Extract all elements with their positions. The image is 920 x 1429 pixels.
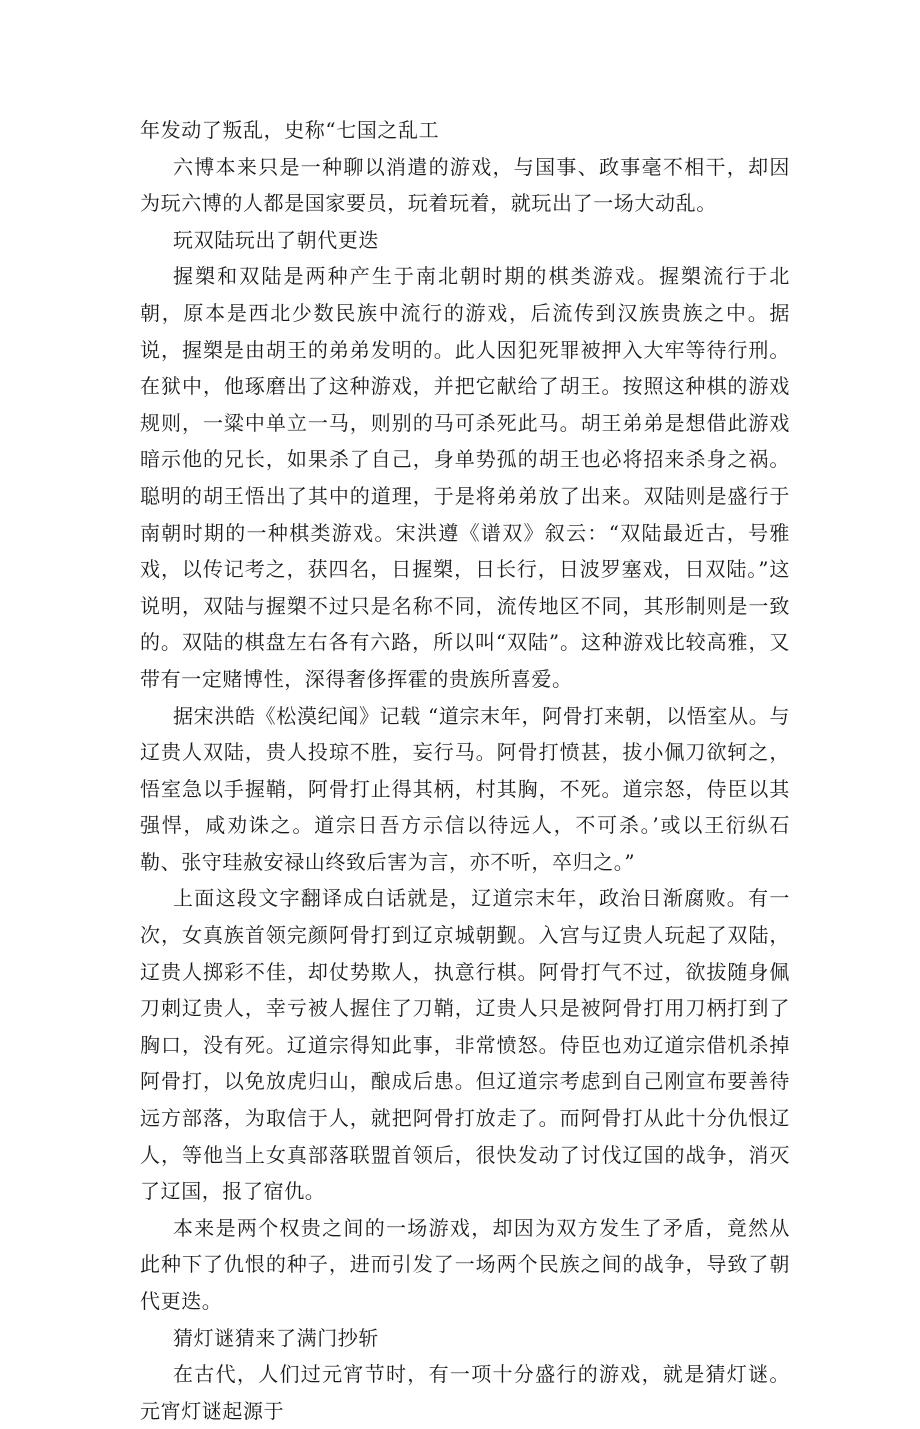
document-page (140, 112, 790, 1429)
paragraph-liubo-summary: 六博本来只是一种聊以消遣的游戏，与国事、政事毫不相干，却因为玩六博的人都是国家要员，玩着玩着，就玩出了一场大动乱。 (140, 154, 790, 216)
paragraph-seven-states-rebellion-ending: 年发动了叛乱，史称“七国之乱工 (140, 118, 440, 142)
paragraph-shuanglu-summary: 本来是两个权贵之间的一场游戏，却因为双方发生了矛盾，竟然从此种下了仇恨的种子，进而引发了一场两个民族之间的战争，导致了朝代更迭。 (140, 1215, 790, 1313)
section-heading-shuanglu: 玩双陆玩出了朝代更迭 (173, 227, 379, 252)
paragraph-songmo-jiwen-quote: 据宋洪皓《松漠纪闻》记载 “道宗末年，阿骨打来朝，以悟室从。与辽贵人双陆，贵人投琼不胜，妄行马。阿骨打愤甚，拔小佩刀欲轲之，悟室急以手握鞘，阿骨打止得其柄，村其胸，不死。道宗怒，侍臣以其强悍，咸劝诛之。道宗日吾方示信以待远人，不可杀。’或以王衍纵石勒、张守珪赦安禄山终致后害为言，亦不听，卒归之。” (140, 703, 790, 874)
paragraph-lantern-riddles-intro: 在古代，人们过元宵节时，有一项十分盛行的游戏，就是猜灯谜。元宵灯谜起源于 (140, 1362, 790, 1423)
paragraph-vernacular-translation: 上面这段文字翻译成白话就是，辽道宗末年，政治日渐腐败。有一次，女真族首领完颜阿骨打到辽京城朝觐。入宫与辽贵人玩起了双陆，辽贵人掷彩不佳，却仗势欺人，执意行棋。阿骨打气不过，欲拔随身佩刀刺辽贵人，幸亏被人握住了刀鞘，辽贵人只是被阿骨打用刀柄打到了胸口，没有死。辽道宗得知此事，非常愤怒。侍臣也劝辽道宗借机杀掉阿骨打，以免放虎归山，酿成后患。但辽道宗考虑到自己刚宣布要善待远方部落，为取信于人，就把阿骨打放走了。而阿骨打从此十分仇恨辽人，等他当上女真部落联盟首领后，很快发动了讨伐辽国的战争，消灭了辽国，报了宿仇。 (140, 886, 790, 1204)
section-heading-lantern-riddles: 猜灯谜猜来了满门抄斩 (173, 1325, 379, 1350)
paragraph-woshuo-shuanglu-origin: 握槊和双陆是两种产生于南北朝时期的棋类游戏。握槊流行于北朝，原本是西北少数民族中流行的游戏，后流传到汉族贵族之中。据说，握槊是由胡王的弟弟发明的。此人因犯死罪被押入大牢等待行刑。在狱中，他琢磨出了这种游戏，并把它献给了胡王。按照这种棋的游戏规则，一粱中单立一马，则别的马可杀死此马。胡王弟弟是想借此游戏暗示他的兄长，如果杀了自己，身单势孤的胡王也必将招来杀身之祸。聪明的胡王悟出了其中的道理，于是将弟弟放了出来。双陆则是盛行于南朝时期的一种棋类游戏。宋洪遵《谱双》叙云：“双陆最近古，号雅戏，以传记考之，获四名，日握槊，日长行，日波罗塞戏，日双陆。”这说明，双陆与握槊不过只是名称不同，流传地区不同，其形制则是一致的。双陆的棋盘左右各有六路，所以叫“双陆”。这种游戏比较高雅，又带有一定赌博性，深得奢侈挥霍的贵族所喜爱。 (140, 264, 790, 691)
